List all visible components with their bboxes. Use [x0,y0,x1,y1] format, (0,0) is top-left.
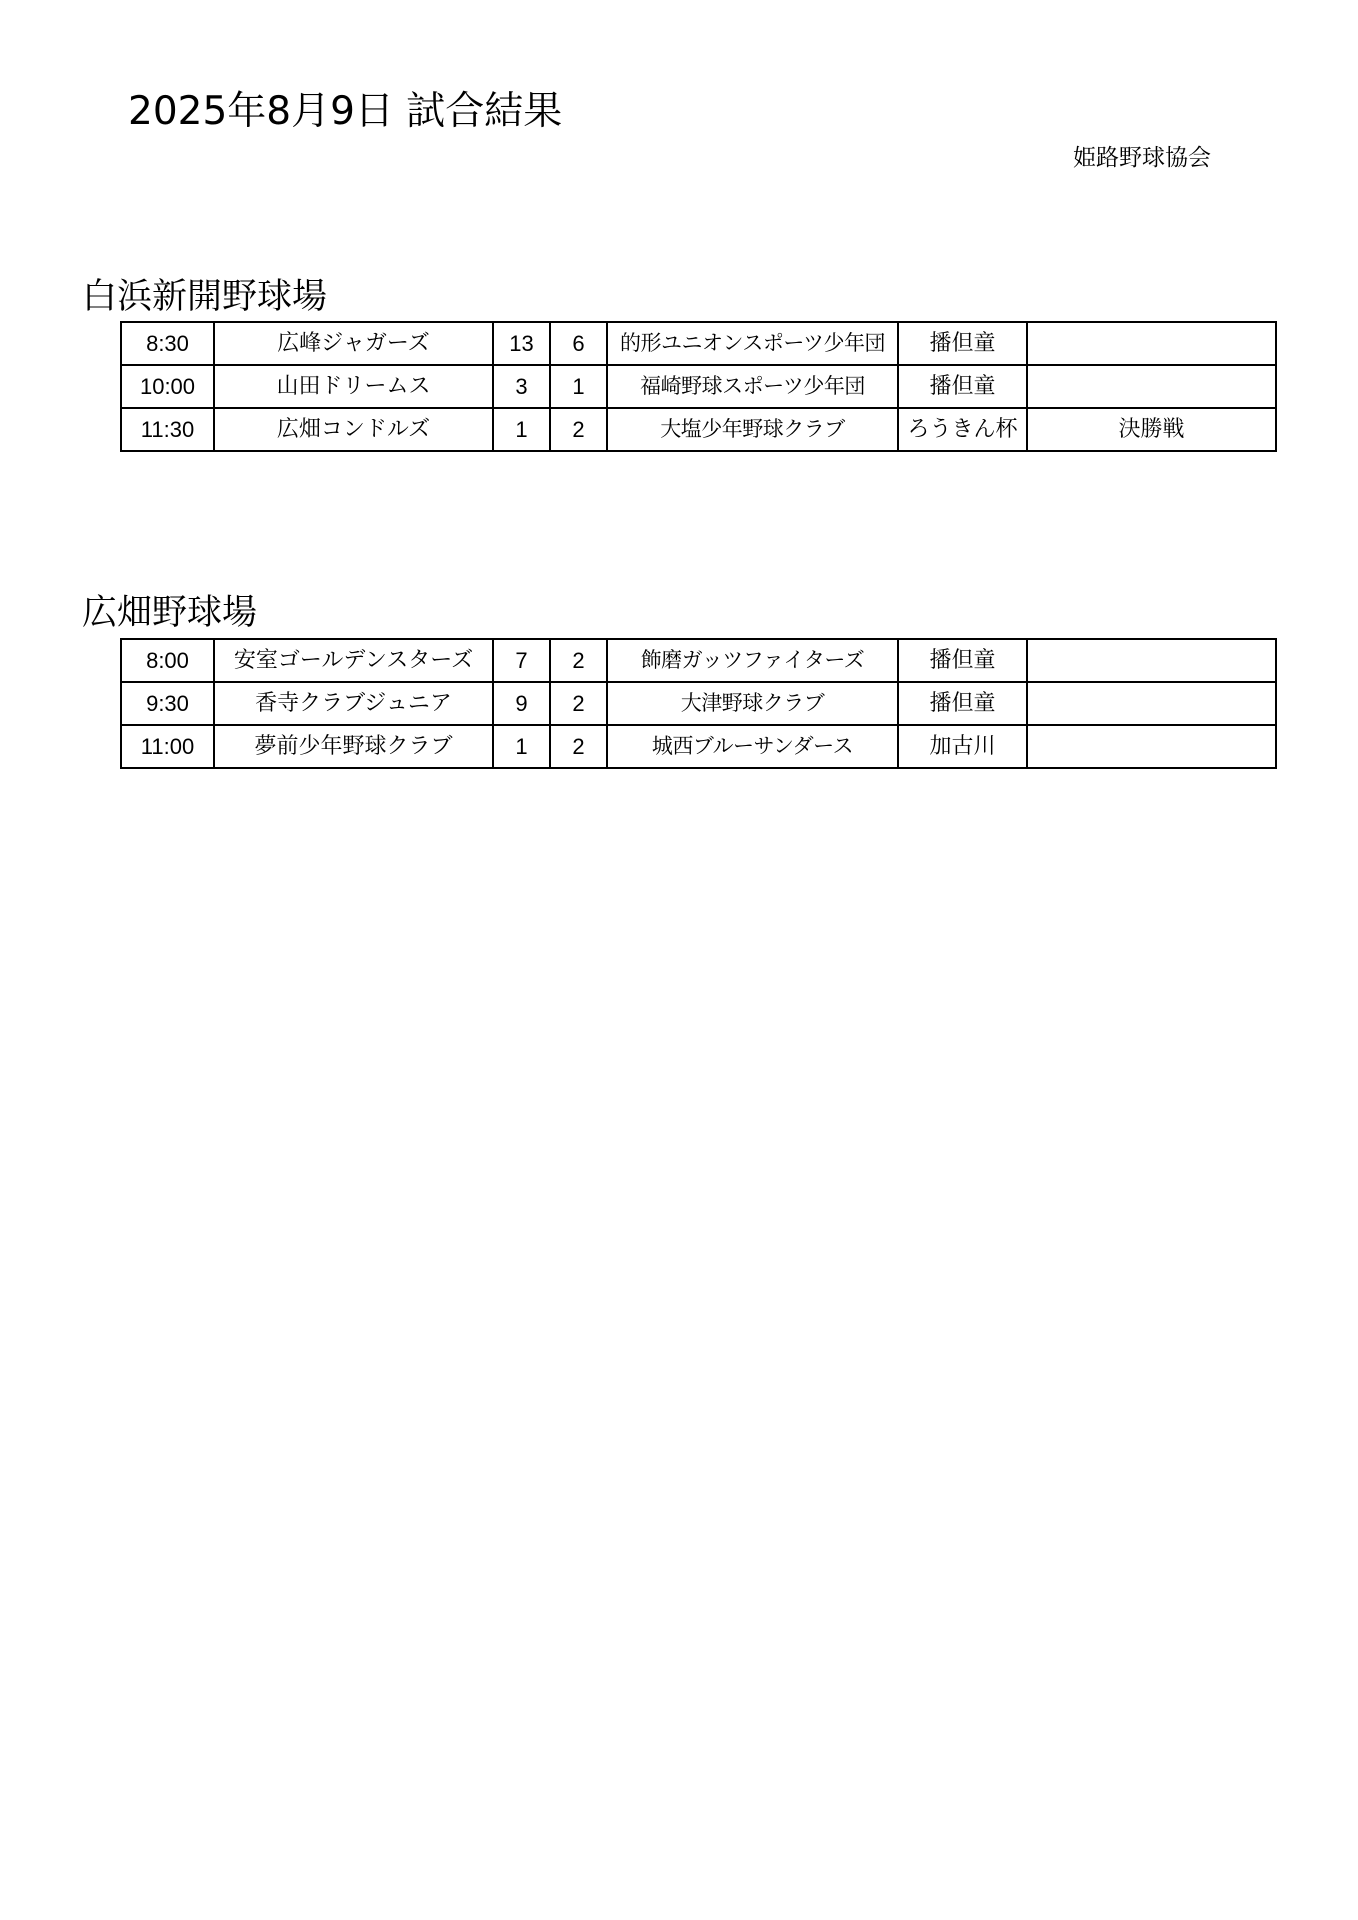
home-team: 山田ドリームス [214,365,493,408]
away-team: 大塩少年野球クラブ [607,408,898,451]
away-team: 的形ユニオンスポーツ少年団 [607,322,898,365]
game-time: 11:30 [121,408,214,451]
game-note [1027,365,1276,408]
away-team: 大津野球クラブ [607,682,898,725]
home-team: 広峰ジャガーズ [214,322,493,365]
game-note [1027,322,1276,365]
away-team: 福崎野球スポーツ少年団 [607,365,898,408]
umpire: 播但童 [898,365,1027,408]
game-time: 8:30 [121,322,214,365]
home-team: 香寺クラブジュニア [214,682,493,725]
away-score: 1 [550,365,607,408]
home-team: 安室ゴールデンスターズ [214,639,493,682]
home-score: 7 [493,639,550,682]
organizer-name: 姫路野球協会 [1073,145,1211,171]
away-score: 2 [550,682,607,725]
umpire: 播但童 [898,682,1027,725]
umpire: ろうきん杯 [898,408,1027,451]
away-team: 城西ブルーサンダース [607,725,898,768]
home-team: 夢前少年野球クラブ [214,725,493,768]
home-score: 9 [493,682,550,725]
page-title: 2025年8月9日 試合結果 [128,89,563,134]
game-note [1027,639,1276,682]
away-score: 2 [550,639,607,682]
venue-title: 白浜新開野球場 [82,277,328,317]
umpire: 加古川 [898,725,1027,768]
table-row [121,408,1276,451]
home-score: 13 [493,322,550,365]
game-time: 11:00 [121,725,214,768]
venue-title: 広畑野球場 [82,593,258,633]
game-time: 9:30 [121,682,214,725]
game-time: 8:00 [121,639,214,682]
away-score: 6 [550,322,607,365]
results-table [120,638,1277,769]
home-team: 広畑コンドルズ [214,408,493,451]
away-score: 2 [550,408,607,451]
umpire: 播但童 [898,639,1027,682]
table-row [121,682,1276,725]
results-table [120,321,1277,452]
table-row [121,639,1276,682]
away-score: 2 [550,725,607,768]
game-time: 10:00 [121,365,214,408]
game-note [1027,682,1276,725]
table-row [121,365,1276,408]
game-note [1027,725,1276,768]
home-score: 1 [493,408,550,451]
home-score: 1 [493,725,550,768]
umpire: 播但童 [898,322,1027,365]
table-row [121,322,1276,365]
home-score: 3 [493,365,550,408]
game-note: 決勝戦 [1027,408,1276,451]
table-row [121,725,1276,768]
away-team: 飾磨ガッツファイターズ [607,639,898,682]
